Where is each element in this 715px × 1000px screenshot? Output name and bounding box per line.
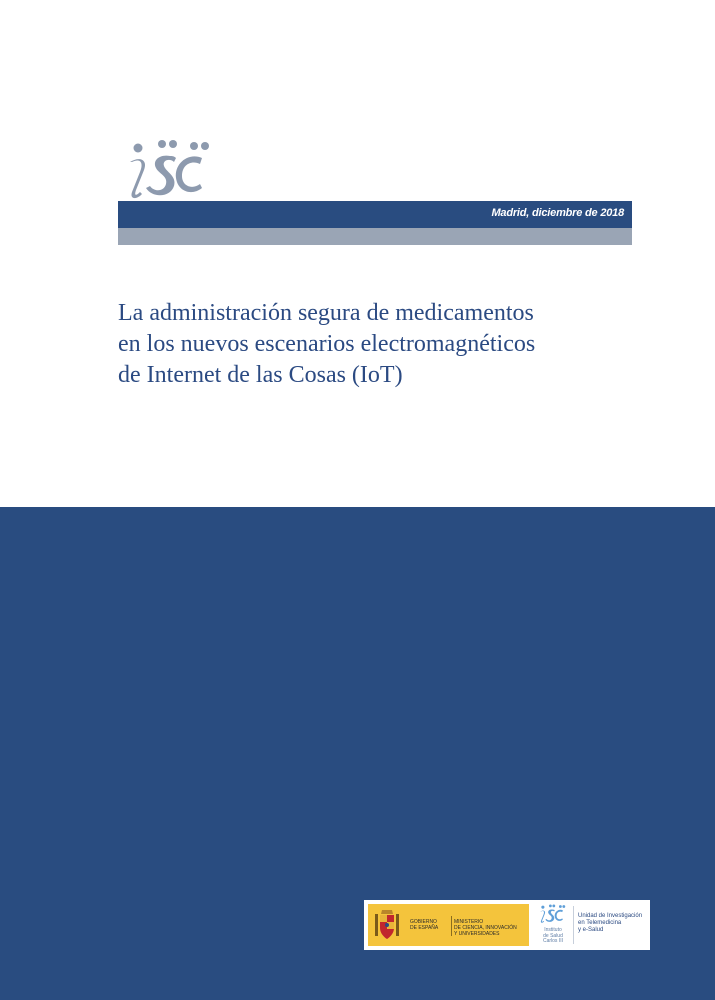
title-line: de Internet de las Cosas (IoT) <box>118 362 403 388</box>
footer-logos <box>364 900 650 950</box>
unit-line: Unidad de Investigación <box>578 913 643 919</box>
gobierno-text <box>410 919 446 931</box>
isciii-logo-icon <box>118 138 210 202</box>
document-title <box>118 298 678 391</box>
isciii-small-logo <box>536 904 570 946</box>
isciii-caption-line: Carlos III <box>542 938 563 944</box>
gobierno-line: DE ESPAÑA <box>410 925 439 931</box>
unit-line: y e-Salud <box>578 927 604 933</box>
gobierno-logo <box>368 904 529 946</box>
ministerio-line: DE CIENCIA, INNOVACIÓN <box>454 925 517 931</box>
header-gray-band <box>118 228 632 245</box>
ministerio-line: Y UNIVERSIDADES <box>454 931 500 937</box>
title-line: La administración segura de medicamentos <box>118 300 534 326</box>
divider <box>573 906 574 944</box>
gobierno-line: GOBIERNO <box>410 919 437 925</box>
divider <box>451 916 452 936</box>
coat-of-arms-icon <box>374 908 400 942</box>
unit-line: en Telemedicina <box>578 920 622 926</box>
isciii-caption <box>536 928 570 945</box>
isciii-small-icon <box>536 904 566 924</box>
title-line: en los nuevos escenarios electromagnéticos <box>118 331 536 357</box>
isciii-caption-line: Instituto <box>544 927 562 933</box>
ministerio-text <box>454 919 526 937</box>
unit-name <box>578 913 648 934</box>
header-band <box>118 201 632 228</box>
ministerio-line: MINISTERIO <box>454 919 484 925</box>
report-date: Madrid, diciembre de 2018 <box>491 207 624 219</box>
isciii-caption-line: de Salud <box>543 932 563 939</box>
